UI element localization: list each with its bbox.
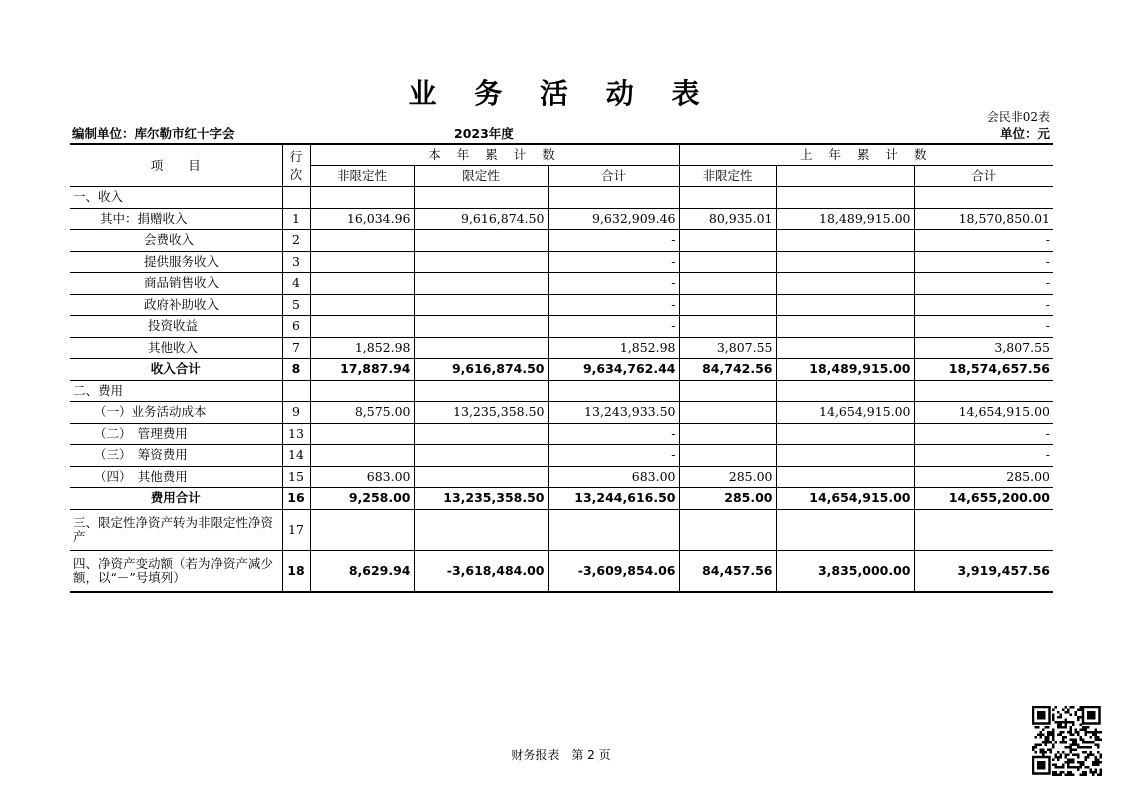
amount-cell [679, 294, 776, 316]
line-number: 6 [282, 316, 310, 338]
line-number: 16 [282, 488, 310, 510]
table-row [70, 316, 1053, 338]
row-label: 商品销售收入 [70, 273, 282, 295]
amount-cell: 13,235,358.50 [414, 402, 548, 424]
amount-cell: - [914, 294, 1053, 316]
row-label: 提供服务收入 [70, 251, 282, 273]
amount-cell [776, 445, 914, 467]
amount-cell [776, 294, 914, 316]
table-row [70, 509, 1053, 550]
amount-cell: 14,654,915.00 [776, 402, 914, 424]
amount-cell [414, 316, 548, 338]
qr-code-icon [1032, 706, 1102, 776]
amount-cell [776, 316, 914, 338]
amount-cell: 9,258.00 [310, 488, 414, 510]
amount-cell: - [914, 423, 1053, 445]
line-number: 9 [282, 402, 310, 424]
header-current-total: 合计 [548, 166, 679, 187]
amount-cell [776, 423, 914, 445]
amount-cell [914, 509, 1053, 550]
amount-cell: - [548, 273, 679, 295]
row-label: 三、限定性净资产转为非限定性净资产 [70, 509, 282, 550]
amount-cell [679, 251, 776, 273]
amount-cell: 285.00 [914, 466, 1053, 488]
form-number: 会民非02表 [986, 110, 1050, 124]
activity-table [70, 143, 1053, 593]
amount-cell [414, 337, 548, 359]
header-prior-restricted [776, 166, 914, 187]
amount-cell [776, 251, 914, 273]
amount-cell: 3,835,000.00 [776, 550, 914, 592]
amount-cell [414, 187, 548, 209]
amount-cell: - [914, 251, 1053, 273]
line-number: 5 [282, 294, 310, 316]
row-label: 一、收入 [70, 187, 282, 209]
amount-cell [679, 187, 776, 209]
row-label: 二、费用 [70, 380, 282, 402]
amount-cell [310, 380, 414, 402]
currency-unit: 单位：元 [999, 126, 1050, 141]
line-number: 8 [282, 359, 310, 381]
amount-cell [414, 230, 548, 252]
header-current-year: 本 年 累 计 数 [310, 144, 679, 166]
amount-cell [310, 445, 414, 467]
line-number: 4 [282, 273, 310, 295]
amount-cell: 16,034.96 [310, 208, 414, 230]
amount-cell [679, 380, 776, 402]
line-number [282, 187, 310, 209]
amount-cell [310, 509, 414, 550]
amount-cell: - [914, 273, 1053, 295]
amount-cell [679, 230, 776, 252]
amount-cell: 285.00 [679, 466, 776, 488]
amount-cell: - [548, 423, 679, 445]
amount-cell [548, 509, 679, 550]
row-label: （一）业务活动成本 [70, 402, 282, 424]
line-number: 13 [282, 423, 310, 445]
amount-cell: 18,489,915.00 [776, 359, 914, 381]
amount-cell: 84,457.56 [679, 550, 776, 592]
header-prior-total: 合计 [914, 166, 1053, 187]
report-title: 业 务 活 动 表 [408, 77, 714, 110]
table-row [70, 294, 1053, 316]
row-label: 其中：捐赠收入 [70, 208, 282, 230]
amount-cell: 9,616,874.50 [414, 208, 548, 230]
amount-cell [310, 273, 414, 295]
amount-cell [414, 423, 548, 445]
table-row [70, 466, 1053, 488]
amount-cell: 1,852.98 [548, 337, 679, 359]
amount-cell [914, 187, 1053, 209]
amount-cell [679, 445, 776, 467]
amount-cell: 3,919,457.56 [914, 550, 1053, 592]
line-number: 15 [282, 466, 310, 488]
amount-cell: 9,632,909.46 [548, 208, 679, 230]
amount-cell [414, 466, 548, 488]
amount-cell: 8,629.94 [310, 550, 414, 592]
amount-cell [310, 251, 414, 273]
row-label: （三） 筹资费用 [70, 445, 282, 467]
table-row [70, 359, 1053, 381]
amount-cell [310, 294, 414, 316]
amount-cell: 9,616,874.50 [414, 359, 548, 381]
header-current-restricted: 限定性 [414, 166, 548, 187]
amount-cell [776, 509, 914, 550]
amount-cell [548, 380, 679, 402]
amount-cell [414, 273, 548, 295]
amount-cell [914, 380, 1053, 402]
line-number [282, 380, 310, 402]
amount-cell [776, 187, 914, 209]
amount-cell: 8,575.00 [310, 402, 414, 424]
amount-cell: 1,852.98 [310, 337, 414, 359]
amount-cell: 3,807.55 [914, 337, 1053, 359]
amount-cell [679, 509, 776, 550]
row-label: 投资收益 [70, 316, 282, 338]
header-prior-year: 上 年 累 计 数 [679, 144, 1053, 166]
amount-cell: 3,807.55 [679, 337, 776, 359]
row-label: 费用合计 [70, 488, 282, 510]
amount-cell [776, 230, 914, 252]
amount-cell [414, 445, 548, 467]
line-number: 2 [282, 230, 310, 252]
table-row [70, 402, 1053, 424]
page-footer: 财务报表 第 2 页 [511, 748, 611, 762]
amount-cell: -3,618,484.00 [414, 550, 548, 592]
amount-cell: 13,235,358.50 [414, 488, 548, 510]
amount-cell [548, 187, 679, 209]
amount-cell: 80,935.01 [679, 208, 776, 230]
row-label: 四、净资产变动额（若为净资产减少额，以“－”号填列） [70, 550, 282, 592]
amount-cell: - [548, 316, 679, 338]
amount-cell: 18,489,915.00 [776, 208, 914, 230]
table-row [70, 488, 1053, 510]
line-number: 3 [282, 251, 310, 273]
fiscal-year: 2023年度 [454, 126, 514, 141]
amount-cell: 14,655,200.00 [914, 488, 1053, 510]
table-row [70, 337, 1053, 359]
amount-cell: - [914, 445, 1053, 467]
amount-cell: 18,570,850.01 [914, 208, 1053, 230]
table-row [70, 550, 1053, 592]
amount-cell [414, 509, 548, 550]
amount-cell [776, 380, 914, 402]
amount-cell [414, 251, 548, 273]
report-meta [70, 124, 1052, 142]
header-item: 项 目 [70, 144, 282, 187]
amount-cell [310, 423, 414, 445]
row-label: 会费收入 [70, 230, 282, 252]
amount-cell: 13,243,933.50 [548, 402, 679, 424]
amount-cell [776, 466, 914, 488]
table-row [70, 251, 1053, 273]
amount-cell: - [548, 445, 679, 467]
amount-cell: 683.00 [310, 466, 414, 488]
header-current-unrestricted: 非限定性 [310, 166, 414, 187]
amount-cell [310, 316, 414, 338]
table-row [70, 208, 1053, 230]
amount-cell: 285.00 [679, 488, 776, 510]
amount-cell [414, 380, 548, 402]
table-row [70, 230, 1053, 252]
amount-cell [310, 230, 414, 252]
amount-cell: -3,609,854.06 [548, 550, 679, 592]
table-row [70, 423, 1053, 445]
amount-cell: 18,574,657.56 [914, 359, 1053, 381]
row-label: 收入合计 [70, 359, 282, 381]
row-label: 政府补助收入 [70, 294, 282, 316]
line-number: 1 [282, 208, 310, 230]
amount-cell: 683.00 [548, 466, 679, 488]
amount-cell [776, 273, 914, 295]
amount-cell [414, 294, 548, 316]
amount-cell [776, 337, 914, 359]
amount-cell: 9,634,762.44 [548, 359, 679, 381]
header-prior-unrestricted: 非限定性 [679, 166, 776, 187]
amount-cell: - [548, 294, 679, 316]
amount-cell [310, 187, 414, 209]
line-number: 7 [282, 337, 310, 359]
amount-cell: 84,742.56 [679, 359, 776, 381]
amount-cell: - [548, 230, 679, 252]
amount-cell: 14,654,915.00 [776, 488, 914, 510]
amount-cell [679, 423, 776, 445]
amount-cell: - [914, 230, 1053, 252]
amount-cell [679, 316, 776, 338]
line-number: 17 [282, 509, 310, 550]
header-line: 行 次 [282, 144, 310, 187]
amount-cell: 14,654,915.00 [914, 402, 1053, 424]
row-label: （二） 管理费用 [70, 423, 282, 445]
row-label: 其他收入 [70, 337, 282, 359]
line-number: 14 [282, 445, 310, 467]
amount-cell: - [914, 316, 1053, 338]
organization: 编制单位：库尔勒市红十字会 [72, 126, 235, 141]
row-label: （四） 其他费用 [70, 466, 282, 488]
table-row [70, 380, 1053, 402]
amount-cell [679, 273, 776, 295]
amount-cell: - [548, 251, 679, 273]
amount-cell: 17,887.94 [310, 359, 414, 381]
table-row [70, 445, 1053, 467]
amount-cell [679, 402, 776, 424]
amount-cell: 13,244,616.50 [548, 488, 679, 510]
table-row [70, 273, 1053, 295]
table-row [70, 187, 1053, 209]
line-number: 18 [282, 550, 310, 592]
